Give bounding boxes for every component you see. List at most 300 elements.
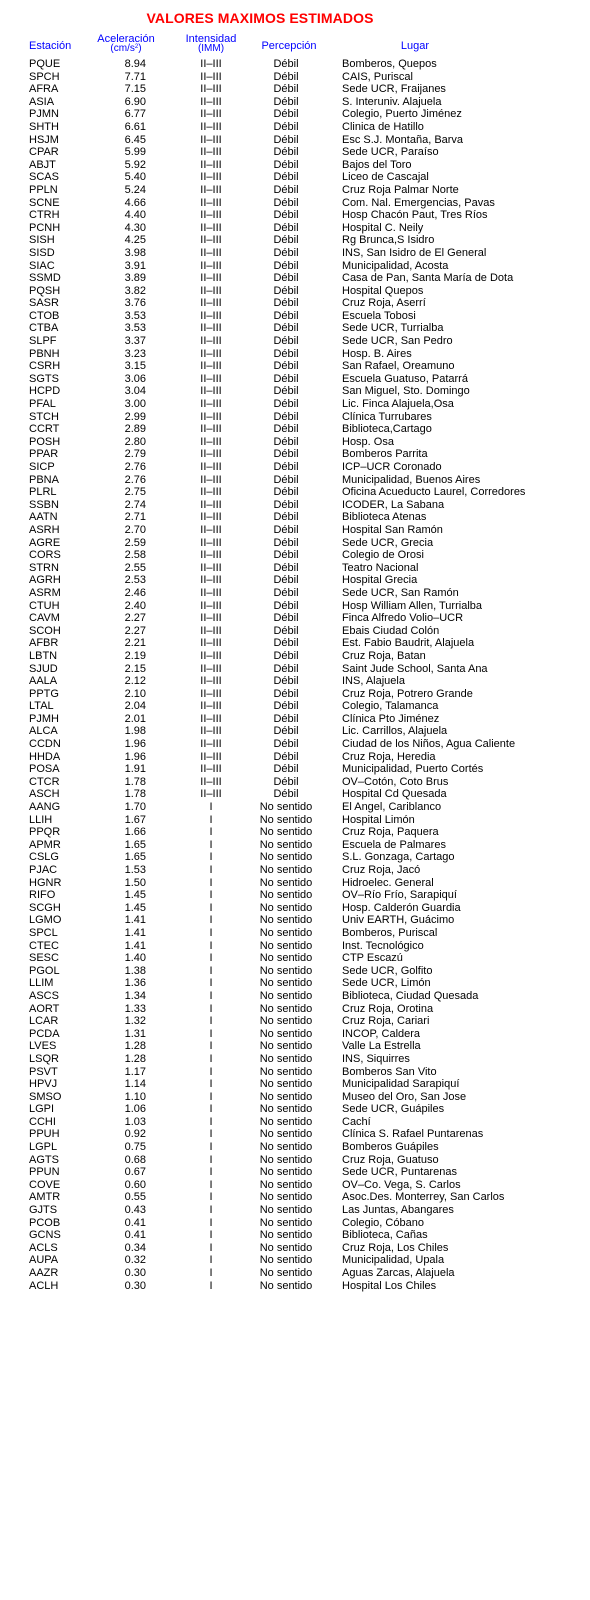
cell-intensidad: II–III	[200, 234, 222, 247]
cell-percepcion: Débil	[273, 649, 299, 662]
cell-lugar: Sede UCR, Fraijanes	[342, 83, 446, 96]
cell-intensidad: II–III	[200, 58, 222, 70]
cell-intensidad: II–III	[200, 108, 222, 121]
cell-aceleracion: 3.06	[124, 372, 146, 385]
cell-estacion: PLRL	[29, 486, 57, 499]
cell-estacion: POSA	[29, 763, 60, 776]
cell-estacion: CCHI	[29, 1115, 56, 1128]
cell-percepcion: Débil	[273, 171, 299, 184]
cell-estacion: ALCA	[29, 725, 58, 738]
table-row	[0, 1128, 590, 1141]
cell-estacion: AALA	[29, 675, 58, 688]
cell-lugar: Municipalidad, Acosta	[342, 259, 449, 272]
cell-aceleracion: 0.75	[124, 1141, 146, 1154]
cell-lugar: Hospital Limón	[342, 813, 415, 826]
cell-estacion: AANG	[29, 801, 61, 814]
table-row	[0, 1242, 590, 1255]
table-row	[0, 738, 590, 751]
cell-percepcion: No sentido	[259, 864, 313, 876]
cell-intensidad: II–III	[200, 763, 222, 776]
table-row	[0, 1229, 590, 1242]
cell-percepcion: Débil	[273, 309, 299, 322]
cell-intensidad: II–III	[200, 435, 222, 448]
table-row	[0, 1267, 590, 1280]
cell-percepcion: Débil	[273, 133, 299, 146]
cell-percepcion: No sentido	[259, 1216, 313, 1229]
cell-intensidad: II–III	[200, 196, 222, 209]
table-row	[0, 121, 590, 134]
cell-percepcion: Débil	[273, 83, 299, 96]
cell-lugar: Cruz Roja, Jacó	[342, 864, 421, 876]
cell-intensidad: II–III	[200, 146, 222, 159]
cell-intensidad: II–III	[200, 335, 222, 348]
cell-percepcion: Débil	[273, 586, 299, 599]
cell-lugar: Cachí	[342, 1115, 371, 1128]
table-row	[0, 58, 590, 71]
cell-estacion: SHTH	[29, 120, 59, 133]
cell-aceleracion: 4.25	[124, 234, 146, 247]
cell-percepcion: Débil	[273, 511, 299, 524]
table-row	[0, 700, 590, 713]
table-header	[0, 34, 590, 60]
cell-intensidad: I	[209, 1027, 213, 1040]
cell-intensidad: I	[209, 1254, 213, 1267]
cell-aceleracion: 4.40	[124, 209, 146, 222]
cell-intensidad: II–III	[200, 385, 222, 398]
cell-estacion: SCGH	[29, 901, 61, 914]
cell-estacion: CCRT	[29, 423, 60, 436]
cell-intensidad: II–III	[200, 246, 222, 259]
cell-lugar: Univ EARTH, Guácimo	[342, 914, 455, 927]
cell-estacion: CCDN	[29, 738, 61, 751]
cell-lugar: Aguas Zarcas, Alajuela	[342, 1267, 455, 1279]
table-row	[0, 436, 590, 449]
table-row	[0, 600, 590, 613]
cell-aceleracion: 2.10	[124, 687, 146, 700]
cell-percepcion: Débil	[273, 549, 299, 562]
cell-lugar: Cruz Roja, Batan	[342, 649, 426, 662]
table-row	[0, 461, 590, 474]
table-row	[0, 1003, 590, 1016]
cell-percepcion: No sentido	[259, 964, 313, 977]
cell-aceleracion: 1.65	[124, 838, 146, 851]
cell-lugar: Biblioteca, Cañas	[342, 1229, 428, 1242]
cell-estacion: PCDA	[29, 1027, 60, 1040]
cell-lugar: Sede UCR, Grecia	[342, 536, 434, 549]
cell-intensidad: I	[209, 1052, 213, 1065]
cell-percepcion: No sentido	[259, 914, 313, 927]
cell-lugar: Hidroelec. General	[342, 876, 434, 889]
cell-estacion: CORS	[29, 549, 61, 562]
cell-estacion: ASIA	[29, 95, 55, 108]
cell-percepcion: Débil	[273, 750, 299, 763]
cell-intensidad: I	[209, 1153, 213, 1166]
cell-intensidad: II–III	[200, 398, 222, 411]
cell-aceleracion: 3.91	[124, 259, 146, 272]
cell-aceleracion: 1.36	[124, 977, 146, 990]
table-row	[0, 952, 590, 965]
cell-lugar: CTP Escazú	[342, 952, 403, 965]
cell-aceleracion: 3.04	[124, 385, 146, 398]
cell-estacion: HGNR	[29, 876, 62, 889]
table-row	[0, 549, 590, 562]
cell-percepcion: Débil	[273, 360, 299, 373]
cell-lugar: San Rafael, Oreamuno	[342, 360, 455, 373]
cell-percepcion: Débil	[273, 700, 299, 713]
cell-estacion: SCOH	[29, 624, 61, 637]
table-row	[0, 96, 590, 109]
header-intensidad-label: Intensidad	[185, 33, 237, 45]
cell-intensidad: I	[209, 914, 213, 927]
cell-lugar: Cruz Roja, Potrero Grande	[342, 687, 473, 700]
cell-estacion: SJUD	[29, 662, 58, 675]
cell-intensidad: I	[209, 876, 213, 889]
cell-aceleracion: 1.50	[124, 876, 146, 889]
cell-aceleracion: 1.78	[124, 788, 146, 801]
cell-percepcion: Débil	[273, 372, 299, 385]
cell-percepcion: No sentido	[259, 952, 313, 965]
cell-intensidad: I	[209, 838, 213, 851]
cell-estacion: STRN	[29, 561, 59, 574]
cell-percepcion: No sentido	[259, 851, 313, 864]
cell-percepcion: No sentido	[259, 977, 313, 990]
cell-lugar: Sede UCR, Turrialba	[342, 322, 444, 335]
cell-percepcion: Débil	[273, 599, 299, 612]
cell-percepcion: Débil	[273, 624, 299, 637]
cell-estacion: ASCH	[29, 788, 60, 801]
cell-estacion: ASRH	[29, 523, 60, 536]
cell-intensidad: II–III	[200, 649, 222, 662]
cell-percepcion: No sentido	[259, 1115, 313, 1128]
cell-intensidad: II–III	[200, 637, 222, 650]
table-row	[0, 1191, 590, 1204]
cell-intensidad: II–III	[200, 738, 222, 751]
cell-intensidad: II–III	[200, 687, 222, 700]
cell-aceleracion: 3.15	[124, 360, 146, 373]
cell-aceleracion: 1.14	[124, 1078, 146, 1091]
cell-intensidad: I	[209, 977, 213, 990]
cell-aceleracion: 2.58	[124, 549, 146, 562]
cell-lugar: Liceo de Cascajal	[342, 171, 429, 184]
cell-estacion: PPAR	[29, 448, 59, 461]
cell-estacion: GCNS	[29, 1229, 61, 1242]
cell-aceleracion: 1.45	[124, 889, 146, 902]
cell-intensidad: II–III	[200, 700, 222, 713]
cell-estacion: LGMO	[29, 914, 62, 927]
cell-lugar: Bajos del Toro	[342, 158, 412, 171]
cell-aceleracion: 2.59	[124, 536, 146, 549]
cell-aceleracion: 2.27	[124, 624, 146, 637]
cell-aceleracion: 5.24	[124, 183, 146, 196]
table-row	[0, 1103, 590, 1116]
table-row	[0, 1217, 590, 1230]
cell-aceleracion: 1.96	[124, 738, 146, 751]
cell-percepcion: Débil	[273, 574, 299, 587]
cell-lugar: Municipalidad, Buenos Aires	[342, 473, 481, 486]
cell-aceleracion: 1.65	[124, 851, 146, 864]
cell-lugar: Municipalidad, Upala	[342, 1254, 445, 1267]
cell-lugar: Clínica Turrubares	[342, 410, 432, 423]
cell-aceleracion: 0.41	[124, 1229, 146, 1242]
table-row	[0, 612, 590, 625]
table-row	[0, 1066, 590, 1079]
table-row	[0, 209, 590, 222]
cell-lugar: Teatro Nacional	[342, 561, 419, 574]
cell-lugar: Sede UCR, Limón	[342, 977, 431, 990]
cell-intensidad: I	[209, 801, 213, 814]
table-row	[0, 373, 590, 386]
cell-estacion: PCOB	[29, 1216, 61, 1229]
cell-aceleracion: 2.21	[124, 637, 146, 650]
cell-aceleracion: 3.37	[124, 335, 146, 348]
cell-estacion: SESC	[29, 952, 59, 965]
table-row	[0, 474, 590, 487]
table-row	[0, 776, 590, 789]
table-row	[0, 285, 590, 298]
cell-aceleracion: 2.71	[124, 511, 146, 524]
cell-aceleracion: 1.06	[124, 1103, 146, 1116]
cell-estacion: PQUE	[29, 58, 61, 70]
cell-percepcion: Débil	[273, 234, 299, 247]
table-row	[0, 625, 590, 638]
cell-aceleracion: 3.98	[124, 246, 146, 259]
cell-intensidad: II–III	[200, 158, 222, 171]
cell-estacion: PGOL	[29, 964, 60, 977]
cell-estacion: COVE	[29, 1178, 61, 1191]
cell-lugar: Colegio de Orosi	[342, 549, 424, 562]
cell-percepcion: Débil	[273, 70, 299, 83]
cell-estacion: CTOB	[29, 309, 60, 322]
cell-estacion: LVES	[29, 1040, 57, 1053]
cell-aceleracion: 2.99	[124, 410, 146, 423]
table-row	[0, 524, 590, 537]
cell-percepcion: Débil	[273, 725, 299, 738]
header-intensidad	[178, 34, 244, 54]
cell-estacion: CTRH	[29, 209, 60, 222]
cell-aceleracion: 7.71	[124, 70, 146, 83]
cell-aceleracion: 0.67	[124, 1166, 146, 1179]
cell-aceleracion: 1.67	[124, 813, 146, 826]
cell-intensidad: I	[209, 1204, 213, 1217]
table-row	[0, 713, 590, 726]
cell-percepcion: No sentido	[259, 1254, 313, 1267]
cell-estacion: HCPD	[29, 385, 61, 398]
cell-aceleracion: 4.66	[124, 196, 146, 209]
cell-percepcion: Débil	[273, 259, 299, 272]
cell-lugar: INCOP, Caldera	[342, 1027, 421, 1040]
cell-estacion: SASR	[29, 297, 59, 310]
cell-percepcion: Débil	[273, 775, 299, 788]
cell-intensidad: II–III	[200, 561, 222, 574]
cell-estacion: SLPF	[29, 335, 57, 348]
table-row	[0, 1141, 590, 1154]
cell-estacion: HSJM	[29, 133, 59, 146]
cell-percepcion: No sentido	[259, 826, 313, 839]
table-row	[0, 398, 590, 411]
cell-estacion: CAVM	[29, 612, 60, 625]
cell-lugar: Municipalidad Sarapiquí	[342, 1078, 460, 1091]
cell-intensidad: II–III	[200, 171, 222, 184]
cell-intensidad: II–III	[200, 284, 222, 297]
cell-intensidad: II–III	[200, 322, 222, 335]
cell-percepcion: Débil	[273, 461, 299, 473]
cell-estacion: HHDA	[29, 750, 61, 763]
cell-percepcion: Débil	[273, 448, 299, 461]
cell-aceleracion: 3.00	[124, 398, 146, 411]
cell-estacion: AGRE	[29, 536, 61, 549]
cell-estacion: AATN	[29, 511, 58, 524]
table-row	[0, 159, 590, 172]
cell-intensidad: I	[209, 939, 213, 952]
cell-aceleracion: 1.38	[124, 964, 146, 977]
cell-aceleracion: 0.34	[124, 1241, 146, 1254]
table-row	[0, 965, 590, 978]
cell-aceleracion: 7.15	[124, 83, 146, 96]
cell-intensidad: II–III	[200, 83, 222, 96]
cell-intensidad: I	[209, 889, 213, 902]
cell-percepcion: Débil	[273, 95, 299, 108]
cell-percepcion: No sentido	[259, 1103, 313, 1116]
table-row	[0, 864, 590, 877]
cell-lugar: Ciudad de los Niños, Agua Caliente	[342, 738, 516, 751]
cell-intensidad: II–III	[200, 662, 222, 675]
cell-estacion: GJTS	[29, 1204, 58, 1217]
cell-estacion: SGTS	[29, 372, 59, 385]
cell-intensidad: I	[209, 851, 213, 864]
cell-lugar: Cruz Roja, Paquera	[342, 826, 439, 839]
cell-percepcion: No sentido	[259, 1002, 313, 1015]
cell-intensidad: II–III	[200, 549, 222, 562]
cell-estacion: SSMD	[29, 272, 61, 285]
cell-aceleracion: 1.78	[124, 775, 146, 788]
cell-aceleracion: 3.76	[124, 297, 146, 310]
table-row	[0, 448, 590, 461]
header-estacion: Estación	[29, 40, 72, 52]
cell-lugar: Hosp William Allen, Turrialba	[342, 599, 482, 612]
table-row	[0, 927, 590, 940]
cell-estacion: AORT	[29, 1002, 60, 1015]
cell-percepcion: Débil	[273, 486, 299, 499]
cell-intensidad: II–III	[200, 486, 222, 499]
cell-lugar: Escuela de Palmares	[342, 838, 446, 851]
cell-percepcion: Débil	[273, 398, 299, 411]
header-intensidad-unit: (IMM)	[197, 43, 225, 54]
cell-aceleracion: 1.33	[124, 1002, 146, 1015]
cell-percepcion: No sentido	[259, 1191, 313, 1204]
table-row	[0, 335, 590, 348]
cell-percepcion: No sentido	[259, 989, 313, 1002]
table-row	[0, 1280, 590, 1292]
cell-estacion: RIFO	[29, 889, 56, 902]
cell-aceleracion: 8.94	[124, 58, 146, 70]
cell-percepcion: No sentido	[259, 926, 313, 939]
cell-lugar: Biblioteca, Ciudad Quesada	[342, 989, 479, 1002]
cell-estacion: SISD	[29, 246, 55, 259]
cell-aceleracion: 1.41	[124, 914, 146, 927]
cell-lugar: Saint Jude School, Santa Ana	[342, 662, 488, 675]
cell-percepcion: Débil	[273, 322, 299, 335]
cell-percepcion: No sentido	[259, 1052, 313, 1065]
cell-lugar: Ebais Ciudad Colón	[342, 624, 440, 637]
cell-lugar: Lic. Finca Alajuela,Osa	[342, 398, 454, 411]
cell-estacion: LLIH	[29, 813, 53, 826]
cell-aceleracion: 6.90	[124, 95, 146, 108]
cell-estacion: LGPL	[29, 1141, 58, 1154]
cell-estacion: LSQR	[29, 1052, 59, 1065]
cell-lugar: Hosp. Calderón Guardia	[342, 901, 461, 914]
cell-estacion: AAZR	[29, 1267, 59, 1279]
cell-estacion: AGRH	[29, 574, 61, 587]
cell-intensidad: I	[209, 1078, 213, 1091]
table-row	[0, 272, 590, 285]
cell-lugar: Escuela Guatuso, Patarrá	[342, 372, 468, 385]
table-row	[0, 1179, 590, 1192]
cell-percepcion: Débil	[273, 221, 299, 234]
cell-estacion: PJMH	[29, 712, 59, 725]
cell-aceleracion: 2.12	[124, 675, 146, 688]
cell-intensidad: I	[209, 1103, 213, 1116]
cell-percepcion: Débil	[273, 347, 299, 360]
cell-intensidad: II–III	[200, 750, 222, 763]
cell-lugar: INS, Siquirres	[342, 1052, 410, 1065]
cell-lugar: Sede UCR, Puntarenas	[342, 1166, 457, 1179]
cell-estacion: STCH	[29, 410, 59, 423]
cell-percepcion: Débil	[273, 272, 299, 285]
cell-aceleracion: 1.32	[124, 1015, 146, 1028]
cell-percepcion: Débil	[273, 473, 299, 486]
cell-lugar: Rg Brunca,S Isidro	[342, 234, 435, 247]
cell-aceleracion: 2.27	[124, 612, 146, 625]
cell-estacion: SCAS	[29, 171, 59, 184]
cell-lugar: Sede UCR, San Pedro	[342, 335, 453, 348]
table-row	[0, 940, 590, 953]
cell-lugar: Hospital Quepos	[342, 284, 424, 297]
cell-estacion: SISH	[29, 234, 55, 247]
cell-lugar: Hosp. B. Aires	[342, 347, 412, 360]
cell-aceleracion: 2.19	[124, 649, 146, 662]
cell-aceleracion: 1.41	[124, 939, 146, 952]
cell-estacion: ASRM	[29, 586, 61, 599]
cell-aceleracion: 2.76	[124, 461, 146, 473]
cell-lugar: OV–Cotón, Coto Brus	[342, 775, 449, 788]
cell-aceleracion: 4.30	[124, 221, 146, 234]
cell-intensidad: II–III	[200, 788, 222, 801]
cell-percepcion: No sentido	[259, 1128, 313, 1141]
cell-intensidad: II–III	[200, 523, 222, 536]
table-row	[0, 587, 590, 600]
cell-intensidad: II–III	[200, 347, 222, 360]
cell-intensidad: II–III	[200, 133, 222, 146]
table-row	[0, 562, 590, 575]
cell-percepcion: No sentido	[259, 1015, 313, 1028]
cell-lugar: Hospital Grecia	[342, 574, 418, 587]
cell-percepcion: Débil	[273, 146, 299, 159]
table-row	[0, 234, 590, 247]
cell-percepcion: Débil	[273, 612, 299, 625]
cell-lugar: San Miguel, Sto. Domingo	[342, 385, 470, 398]
cell-estacion: CSRH	[29, 360, 61, 373]
cell-intensidad: II–III	[200, 423, 222, 436]
cell-percepcion: No sentido	[259, 1204, 313, 1217]
page-title: VALORES MAXIMOS ESTIMADOS	[146, 10, 374, 26]
cell-intensidad: I	[209, 1229, 213, 1242]
cell-intensidad: II–III	[200, 183, 222, 196]
table-row	[0, 826, 590, 839]
cell-intensidad: I	[209, 1141, 213, 1154]
cell-estacion: LLIM	[29, 977, 54, 990]
table-row	[0, 977, 590, 990]
cell-estacion: LTAL	[29, 700, 54, 713]
